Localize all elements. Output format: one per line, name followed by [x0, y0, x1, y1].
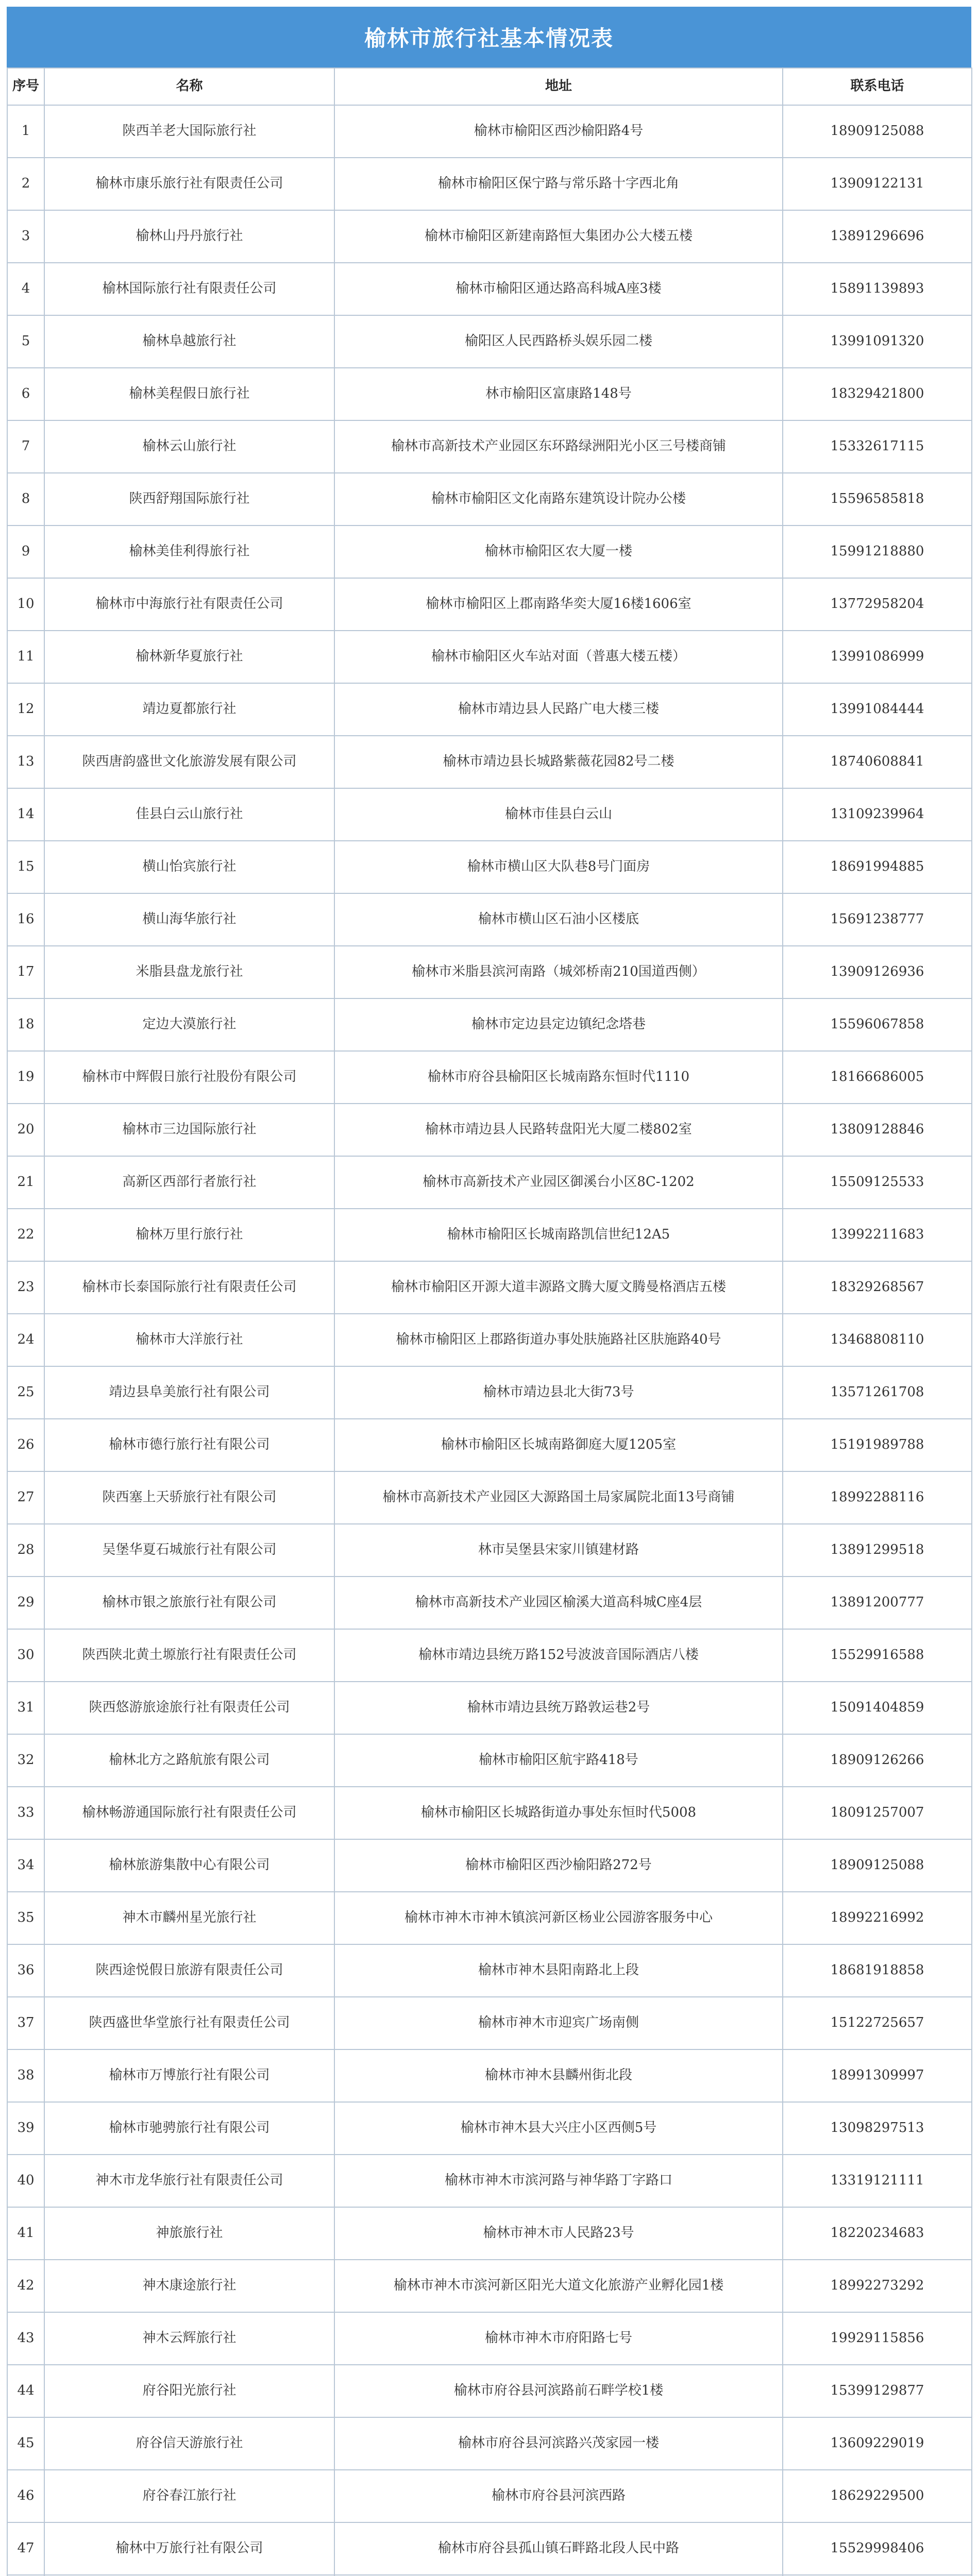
agency-phone: 13571261708	[783, 1366, 972, 1419]
table-row	[7, 263, 972, 315]
agency-address: 林市榆阳区富康路148号	[334, 368, 783, 420]
agency-name: 榆林市银之旅旅行社有限公司	[44, 1577, 334, 1629]
agency-phone: 15691238777	[783, 893, 972, 946]
agency-phone: 15596067858	[783, 998, 972, 1051]
agency-address: 榆林市横山区石油小区楼底	[334, 893, 783, 946]
agency-name: 榆林市驰骋旅行社有限公司	[44, 2102, 334, 2155]
row-number: 33	[7, 1787, 44, 1839]
agency-name: 靖边夏都旅行社	[44, 683, 334, 736]
row-number: 8	[7, 473, 44, 526]
agency-address: 榆林市高新技术产业园区东环路绿洲阳光小区三号楼商铺	[334, 420, 783, 473]
agency-name: 榆林北方之路航旅有限公司	[44, 1734, 334, 1787]
table-row	[7, 368, 972, 420]
agency-address: 榆林市榆阳区农大厦一楼	[334, 526, 783, 578]
agency-phone: 13992211683	[783, 1209, 972, 1261]
table-row	[7, 1261, 972, 1314]
table-row	[7, 2102, 972, 2155]
agency-phone: 18992288116	[783, 1471, 972, 1524]
row-number: 21	[7, 1156, 44, 1209]
agency-phone: 19929115856	[783, 2312, 972, 2365]
table-row	[7, 1944, 972, 1997]
agency-name: 陕西唐韵盛世文化旅游发展有限公司	[44, 736, 334, 788]
agency-phone: 13891200777	[783, 1577, 972, 1629]
agency-address: 榆林市榆阳区通达路高科城A座3楼	[334, 263, 783, 315]
agency-phone: 15332617115	[783, 420, 972, 473]
row-number: 17	[7, 946, 44, 998]
agency-phone: 18329268567	[783, 1261, 972, 1314]
row-number: 5	[7, 315, 44, 368]
agency-name: 定边大漠旅行社	[44, 998, 334, 1051]
agency-address: 榆林市榆阳区长城路街道办事处东恒时代5008	[334, 1787, 783, 1839]
agency-address: 榆林市神木县大兴庄小区西侧5号	[334, 2102, 783, 2155]
table-row	[7, 158, 972, 210]
agency-address: 榆林市府谷县河滨路兴茂家园一楼	[334, 2417, 783, 2470]
agency-name: 府谷信天游旅行社	[44, 2417, 334, 2470]
agency-phone: 15091404859	[783, 1682, 972, 1734]
agency-address: 榆林市靖边县北大街73号	[334, 1366, 783, 1419]
agency-address: 榆林市米脂县滨河南路（城郊桥南210国道西侧）	[334, 946, 783, 998]
agency-address: 榆林市高新技术产业园区御溪台小区8C-1202	[334, 1156, 783, 1209]
agency-address: 榆林市靖边县人民路广电大楼三楼	[334, 683, 783, 736]
row-number: 20	[7, 1104, 44, 1156]
agency-name: 榆林市长泰国际旅行社有限责任公司	[44, 1261, 334, 1314]
table-row	[7, 2260, 972, 2312]
agency-phone: 15399129877	[783, 2365, 972, 2417]
row-number: 18	[7, 998, 44, 1051]
agency-address: 榆林市定边县定边镇纪念塔巷	[334, 998, 783, 1051]
agency-address: 榆林市靖边县统万路敦运巷2号	[334, 1682, 783, 1734]
agency-phone: 13991084444	[783, 683, 972, 736]
agency-phone: 18691994885	[783, 841, 972, 893]
row-number: 41	[7, 2207, 44, 2260]
agency-address: 榆林市府谷县河滨路前石畔学校1楼	[334, 2365, 783, 2417]
agency-phone: 18629229500	[783, 2470, 972, 2522]
row-number: 31	[7, 1682, 44, 1734]
row-number: 27	[7, 1471, 44, 1524]
agency-phone: 18992273292	[783, 2260, 972, 2312]
table-row	[7, 1366, 972, 1419]
agency-name: 榆林云山旅行社	[44, 420, 334, 473]
agency-phone: 13991091320	[783, 315, 972, 368]
table-row	[7, 1471, 972, 1524]
agency-phone: 13098297513	[783, 2102, 972, 2155]
agency-name: 陕西盛世华堂旅行社有限责任公司	[44, 1997, 334, 2049]
agency-name: 府谷春江旅行社	[44, 2470, 334, 2522]
table-row	[7, 1156, 972, 1209]
table-row	[7, 210, 972, 263]
agency-phone: 18909125088	[783, 1839, 972, 1892]
row-number: 6	[7, 368, 44, 420]
agency-name: 陕西塞上天骄旅行社有限公司	[44, 1471, 334, 1524]
agency-name: 陕西羊老大国际旅行社	[44, 105, 334, 158]
row-number: 16	[7, 893, 44, 946]
agency-phone: 15122725657	[783, 1997, 972, 2049]
row-number: 38	[7, 2049, 44, 2102]
row-number: 47	[7, 2522, 44, 2575]
agency-name: 榆林万里行旅行社	[44, 1209, 334, 1261]
row-number: 36	[7, 1944, 44, 1997]
travel-agency-table	[7, 67, 972, 2576]
agency-phone: 18329421800	[783, 368, 972, 420]
agency-phone: 13609229019	[783, 2417, 972, 2470]
agency-name: 神旅旅行社	[44, 2207, 334, 2260]
agency-name: 榆林中万旅行社有限公司	[44, 2522, 334, 2575]
row-number: 37	[7, 1997, 44, 2049]
agency-phone: 15991218880	[783, 526, 972, 578]
agency-phone: 18220234683	[783, 2207, 972, 2260]
row-number: 43	[7, 2312, 44, 2365]
row-number: 26	[7, 1419, 44, 1471]
row-number: 32	[7, 1734, 44, 1787]
row-number: 28	[7, 1524, 44, 1577]
agency-name: 榆林市三边国际旅行社	[44, 1104, 334, 1156]
table-row	[7, 2365, 972, 2417]
row-number: 44	[7, 2365, 44, 2417]
agency-phone: 15509125533	[783, 1156, 972, 1209]
table-row	[7, 998, 972, 1051]
agency-address: 榆阳区人民西路桥头娱乐园二楼	[334, 315, 783, 368]
agency-phone: 18991309997	[783, 2049, 972, 2102]
table-row	[7, 2155, 972, 2207]
agency-address: 榆林市榆阳区开源大道丰源路文腾大厦文腾曼格酒店五楼	[334, 1261, 783, 1314]
agency-address: 榆林市高新技术产业园区榆溪大道高科城C座4层	[334, 1577, 783, 1629]
agency-name: 陕西舒翔国际旅行社	[44, 473, 334, 526]
agency-phone: 15191989788	[783, 1419, 972, 1471]
agency-name: 府谷阳光旅行社	[44, 2365, 334, 2417]
row-number: 35	[7, 1892, 44, 1944]
table-row	[7, 841, 972, 893]
agency-phone: 13319121111	[783, 2155, 972, 2207]
table-row	[7, 105, 972, 158]
agency-address: 榆林市神木市滨河新区阳光大道文化旅游产业孵化园1楼	[334, 2260, 783, 2312]
table-row	[7, 1997, 972, 2049]
agency-phone: 15596585818	[783, 473, 972, 526]
row-number: 4	[7, 263, 44, 315]
table-row	[7, 526, 972, 578]
agency-name: 榆林国际旅行社有限责任公司	[44, 263, 334, 315]
agency-name: 神木市麟州星光旅行社	[44, 1892, 334, 1944]
agency-address: 榆林市榆阳区文化南路东建筑设计院办公楼	[334, 473, 783, 526]
agency-name: 高新区西部行者旅行社	[44, 1156, 334, 1209]
table-row	[7, 631, 972, 683]
table-row	[7, 1839, 972, 1892]
agency-address: 榆林市榆阳区上郡南路华奕大厦16楼1606室	[334, 578, 783, 631]
row-number: 45	[7, 2417, 44, 2470]
agency-address: 榆林市府谷县河滨西路	[334, 2470, 783, 2522]
agency-name: 神木云辉旅行社	[44, 2312, 334, 2365]
row-number: 34	[7, 1839, 44, 1892]
table-row	[7, 2049, 972, 2102]
table-row	[7, 1682, 972, 1734]
table-row	[7, 1734, 972, 1787]
agency-name: 榆林山丹丹旅行社	[44, 210, 334, 263]
agency-name: 米脂县盘龙旅行社	[44, 946, 334, 998]
table-row	[7, 1051, 972, 1104]
row-number: 12	[7, 683, 44, 736]
row-number: 42	[7, 2260, 44, 2312]
agency-address: 榆林市神木市滨河路与神华路丁字路口	[334, 2155, 783, 2207]
table-row	[7, 2470, 972, 2522]
agency-name: 榆林市中辉假日旅行社股份有限公司	[44, 1051, 334, 1104]
agency-phone: 13909122131	[783, 158, 972, 210]
agency-phone: 18992216992	[783, 1892, 972, 1944]
table-row	[7, 683, 972, 736]
table-row	[7, 420, 972, 473]
agency-name: 榆林美佳利得旅行社	[44, 526, 334, 578]
header-no: 序号	[7, 68, 44, 105]
agency-address: 榆林市府谷县孤山镇石畔路北段人民中路	[334, 2522, 783, 2575]
row-number: 2	[7, 158, 44, 210]
agency-name: 佳县白云山旅行社	[44, 788, 334, 841]
agency-address: 榆林市神木县阳南路北上段	[334, 1944, 783, 1997]
agency-address: 榆林市神木市府阳路七号	[334, 2312, 783, 2365]
table-row	[7, 1629, 972, 1682]
agency-address: 榆林市榆阳区西沙榆阳路272号	[334, 1839, 783, 1892]
row-number: 24	[7, 1314, 44, 1366]
agency-address: 榆林市榆阳区航宇路418号	[334, 1734, 783, 1787]
table-row	[7, 1577, 972, 1629]
agency-phone: 13772958204	[783, 578, 972, 631]
row-number: 14	[7, 788, 44, 841]
agency-address: 榆林市榆阳区上郡路街道办事处肤施路社区肤施路40号	[334, 1314, 783, 1366]
agency-phone: 18909125088	[783, 105, 972, 158]
agency-phone: 18091257007	[783, 1787, 972, 1839]
agency-address: 榆林市榆阳区长城南路御庭大厦1205室	[334, 1419, 783, 1471]
table-row	[7, 473, 972, 526]
row-number: 19	[7, 1051, 44, 1104]
table-row	[7, 2417, 972, 2470]
table-row	[7, 893, 972, 946]
agency-name: 榆林市万博旅行社有限公司	[44, 2049, 334, 2102]
table-row	[7, 315, 972, 368]
table-row	[7, 736, 972, 788]
agency-name: 榆林旅游集散中心有限公司	[44, 1839, 334, 1892]
row-number: 46	[7, 2470, 44, 2522]
row-number: 11	[7, 631, 44, 683]
agency-address: 榆林市神木市神木镇滨河新区杨业公园游客服务中心	[334, 1892, 783, 1944]
agency-phone: 13891299518	[783, 1524, 972, 1577]
agency-name: 靖边县阜美旅行社有限公司	[44, 1366, 334, 1419]
table-row	[7, 1314, 972, 1366]
agency-phone: 15529998406	[783, 2522, 972, 2575]
table-row	[7, 788, 972, 841]
agency-name: 神木康途旅行社	[44, 2260, 334, 2312]
header-phone: 联系电话	[783, 68, 972, 105]
row-number: 1	[7, 105, 44, 158]
table-row	[7, 1892, 972, 1944]
agency-phone: 13891296696	[783, 210, 972, 263]
agency-phone: 18909126266	[783, 1734, 972, 1787]
agency-name: 榆林阜越旅行社	[44, 315, 334, 368]
agency-address: 榆林市靖边县人民路转盘阳光大厦二楼802室	[334, 1104, 783, 1156]
agency-address: 榆林市佳县白云山	[334, 788, 783, 841]
agency-phone: 18166686005	[783, 1051, 972, 1104]
agency-address: 榆林市靖边县统万路152号波波音国际酒店八楼	[334, 1629, 783, 1682]
row-number: 25	[7, 1366, 44, 1419]
agency-phone: 13809128846	[783, 1104, 972, 1156]
table-row	[7, 946, 972, 998]
agency-phone: 13468808110	[783, 1314, 972, 1366]
agency-name: 横山海华旅行社	[44, 893, 334, 946]
row-number: 22	[7, 1209, 44, 1261]
row-number: 40	[7, 2155, 44, 2207]
agency-name: 榆林市德行旅行社有限公司	[44, 1419, 334, 1471]
agency-address: 榆林市高新技术产业园区大源路国土局家属院北面13号商铺	[334, 1471, 783, 1524]
header-row	[7, 68, 972, 105]
header-address: 地址	[334, 68, 783, 105]
table-row	[7, 1787, 972, 1839]
table-title: 榆林市旅行社基本情况表	[7, 7, 971, 67]
agency-name: 陕西途悦假日旅游有限责任公司	[44, 1944, 334, 1997]
agency-name: 陕西悠游旅途旅行社有限责任公司	[44, 1682, 334, 1734]
row-number: 10	[7, 578, 44, 631]
agency-address: 榆林市榆阳区西沙榆阳路4号	[334, 105, 783, 158]
row-number: 9	[7, 526, 44, 578]
agency-phone: 15891139893	[783, 263, 972, 315]
agency-name: 榆林市大洋旅行社	[44, 1314, 334, 1366]
table-row	[7, 1104, 972, 1156]
row-number: 23	[7, 1261, 44, 1314]
agency-name: 榆林美程假日旅行社	[44, 368, 334, 420]
agency-address: 榆林市神木市迎宾广场南侧	[334, 1997, 783, 2049]
table-row	[7, 2207, 972, 2260]
agency-name: 陕西陕北黄土塬旅行社有限责任公司	[44, 1629, 334, 1682]
agency-address: 榆林市榆阳区长城南路凯信世纪12A5	[334, 1209, 783, 1261]
table-row	[7, 1209, 972, 1261]
agency-name: 神木市龙华旅行社有限责任公司	[44, 2155, 334, 2207]
agency-phone: 18740608841	[783, 736, 972, 788]
agency-address: 榆林市神木县麟州街北段	[334, 2049, 783, 2102]
agency-name: 榆林市康乐旅行社有限责任公司	[44, 158, 334, 210]
agency-name: 榆林畅游通国际旅行社有限责任公司	[44, 1787, 334, 1839]
agency-address: 榆林市榆阳区火车站对面（普惠大楼五楼）	[334, 631, 783, 683]
row-number: 13	[7, 736, 44, 788]
row-number: 7	[7, 420, 44, 473]
agency-name: 吴堡华夏石城旅行社有限公司	[44, 1524, 334, 1577]
agency-phone: 13109239964	[783, 788, 972, 841]
row-number: 30	[7, 1629, 44, 1682]
agency-name: 榆林市中海旅行社有限责任公司	[44, 578, 334, 631]
agency-address: 榆林市榆阳区新建南路恒大集团办公大楼五楼	[334, 210, 783, 263]
table-row	[7, 1419, 972, 1471]
agency-address: 榆林市靖边县长城路紫薇花园82号二楼	[334, 736, 783, 788]
agency-phone: 13909126936	[783, 946, 972, 998]
header-name: 名称	[44, 68, 334, 105]
table-row	[7, 1524, 972, 1577]
agency-phone: 18681918858	[783, 1944, 972, 1997]
agency-phone: 13991086999	[783, 631, 972, 683]
agency-address: 榆林市府谷县榆阳区长城南路东恒时代1110	[334, 1051, 783, 1104]
agency-name: 榆林新华夏旅行社	[44, 631, 334, 683]
row-number: 29	[7, 1577, 44, 1629]
row-number: 15	[7, 841, 44, 893]
agency-name: 横山怡宾旅行社	[44, 841, 334, 893]
table-row	[7, 2522, 972, 2575]
row-number: 39	[7, 2102, 44, 2155]
agency-phone: 15529916588	[783, 1629, 972, 1682]
agency-address: 林市吴堡县宋家川镇建材路	[334, 1524, 783, 1577]
table-row	[7, 578, 972, 631]
agency-address: 榆林市榆阳区保宁路与常乐路十字西北角	[334, 158, 783, 210]
table-body	[7, 105, 972, 2576]
agency-address: 榆林市神木市人民路23号	[334, 2207, 783, 2260]
row-number: 3	[7, 210, 44, 263]
table-row	[7, 2312, 972, 2365]
agency-address: 榆林市横山区大队巷8号门面房	[334, 841, 783, 893]
